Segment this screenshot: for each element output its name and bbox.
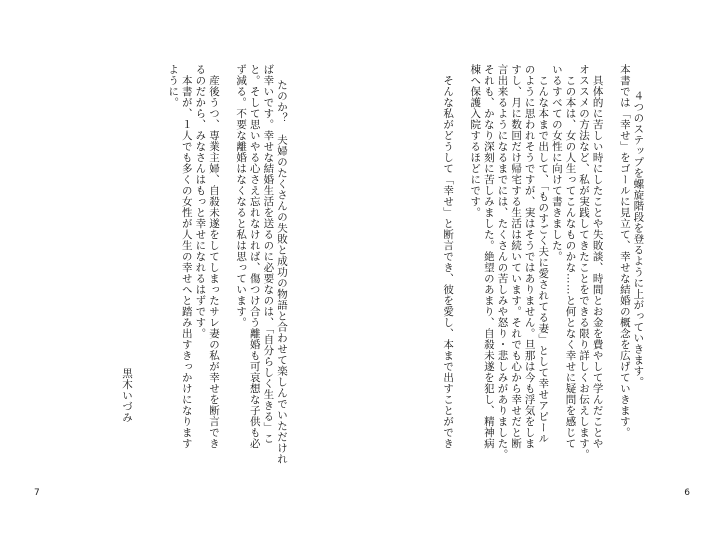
text-line: ように。 [167, 64, 180, 108]
right-page-text [427, 64, 658, 464]
text-line: すし、月に数回だけ帰宅する生活は続いています。それでも心から幸せだと断 [510, 64, 523, 449]
text-line: この本は、女の人生ってこんなものかな……と何となく幸せに疑問を感じて [564, 64, 577, 449]
left-page-text [152, 64, 302, 464]
text-line: 産後うつ、専業主婦、自殺未遂をしてしまったサレ妻の私が幸せを断言でき [207, 64, 220, 449]
text-line: 本書では「幸せ」をゴールに見立て、幸せな結婚の概念を広げていきます。 [618, 64, 631, 438]
text-line: ず減る。不要な離婚はなくなると私は思っています。 [235, 64, 248, 328]
text-line: ば幸いです。幸せな結婚生活を送るのに必要なのは、「自分らしく生きる」こ [262, 64, 275, 444]
text-line: 棟へ保護入院するほどにです。 [469, 64, 482, 218]
text-line: 具体的に苦しい時にしたことや失敗談、時間とお金を費やして学んだことや [591, 64, 604, 449]
text-line: いるすべての女性に向けて書きました。 [550, 64, 563, 262]
text-line: こんな本まで出して、「ものすごく夫に愛されてる妻」として幸せアピール [537, 64, 550, 444]
text-line: のように思われそうですが、実はそうではありません。旦那は今も浮気をしま [523, 64, 536, 449]
author-name: 黒木いづみ [121, 368, 133, 423]
text-line: ４つのステップを螺旋階段を登るように上がっていきます。 [632, 79, 645, 388]
text-line: そんな私がどうして「幸せ」と断言でき、彼を愛し、本まで出すことができ [442, 64, 455, 449]
text-line: るのだから、みなさんはもっと幸せになれるはずです。 [194, 64, 207, 339]
text-line: たのか？ 夫婦のたくさんの失敗と成功の物語と合わせて楽しんでいただけれ [275, 79, 288, 465]
text-line: それも、かなり深刻に苦しみました。絶望のあまり、自殺未遂を犯し、精神病 [482, 64, 495, 449]
text-line: 本書が、１人でも多くの女性が人生の幸せへと踏み出すきっかけになります [180, 64, 193, 449]
text-line: と。そして思いやる心さえ忘れなければ、傷つけ合う離婚も可哀想な子供も必 [248, 64, 261, 449]
text-line: オススメの方法など、私が実践してきたことをできる限り詳しくお伝えします。 [578, 64, 591, 460]
text-line: 言出来るようになるまでには、たくさんの苦しみや怒り・悲しみがありました。 [496, 64, 509, 460]
page-number-left: 7 [34, 488, 40, 498]
page-number-right: 6 [684, 488, 690, 498]
